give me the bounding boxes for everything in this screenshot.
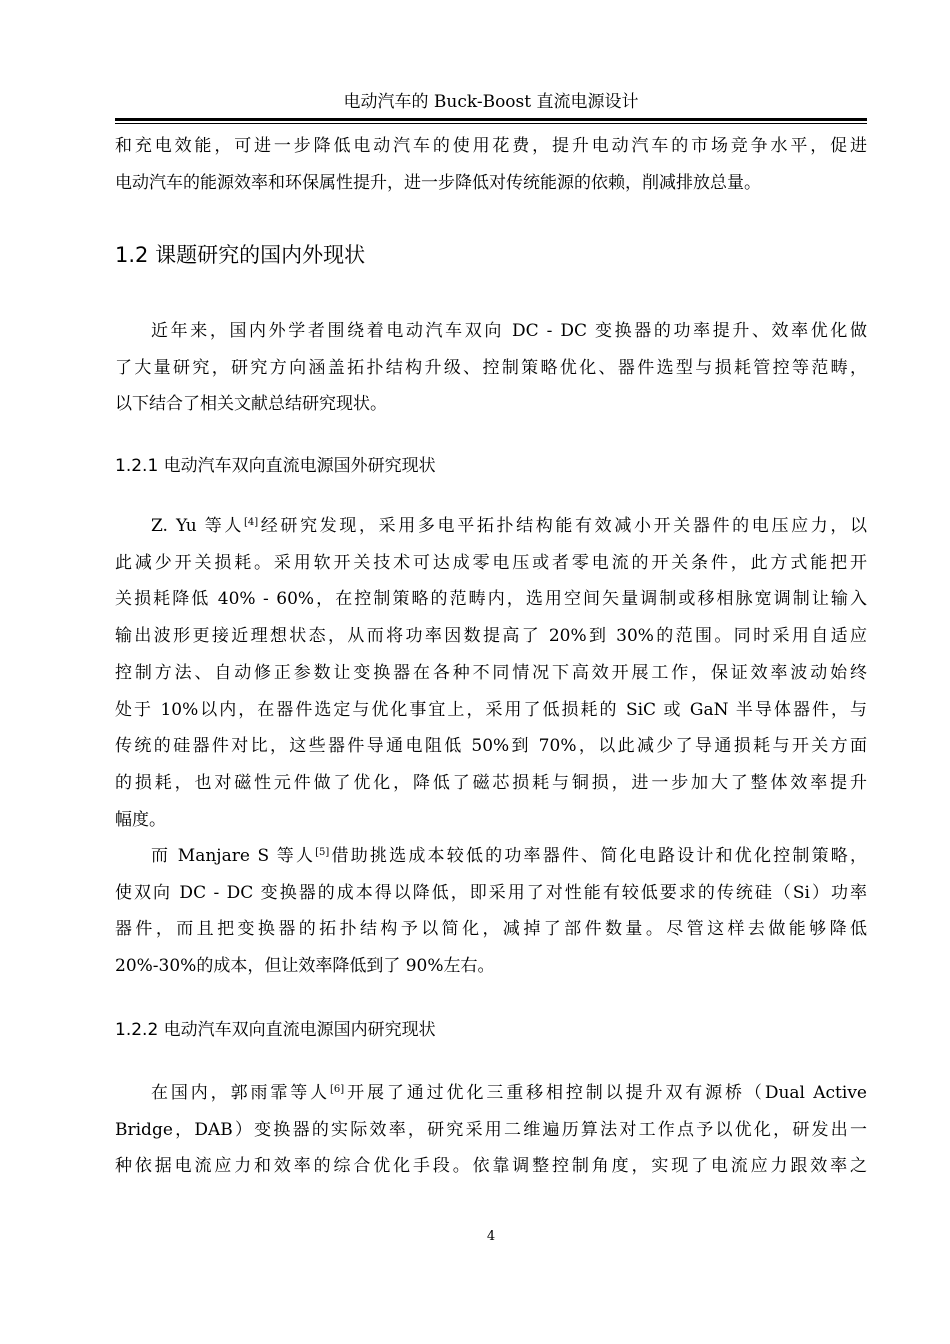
text-line: 和充电效能，可进一步降低电动汽车的使用花费，提升电动汽车的市场竞争水平，促进 (115, 136, 867, 156)
intro-paragraph (115, 128, 867, 201)
text-line: 了大量研究，研究方向涵盖拓扑结构升级、控制策略优化、器件选型与损耗管控等范畴， (115, 357, 867, 378)
text-line: 传统的硅器件对比，这些器件导通电阻低 50%到 70%，以此减少了导通损耗与开关方面 (115, 736, 867, 757)
text-line: 的损耗，也对磁性元件做了优化，降低了磁芯损耗与铜损，进一步加大了整体效率提升 (115, 772, 867, 793)
citation-ref: [6] (330, 1084, 345, 1095)
header-rule-thin (115, 123, 867, 124)
text-line: 近年来，国内外学者围绕着电动汽车双向 DC - DC 变换器的功率提升、效率优化做 (151, 321, 867, 341)
text-line: 种依据电流应力和效率的综合优化手段。依靠调整控制角度，实现了电流应力跟效率之 (115, 1156, 867, 1177)
text-segment: 经研究发现，采用多电平拓扑结构能有效减小开关器件的电压应力，以 (258, 516, 868, 536)
page-number: 4 (486, 1229, 496, 1244)
text-segment: Z. Yu 等人 (151, 516, 244, 536)
text-line: 使双向 DC - DC 变换器的成本得以降低，即采用了对性能有较低要求的传统硅（Si）功率 (115, 882, 867, 903)
text-line: 以下结合了相关文献总结研究现状。 (115, 394, 387, 415)
running-header: 电动汽车的 Buck-Boost 直流电源设计 (343, 92, 639, 112)
section-1-2-paragraph (115, 313, 867, 423)
section-1-2-1-paragraph-1 (115, 508, 867, 838)
citation-ref: [5] (315, 847, 330, 858)
text-line: 控制方法、自动修正参数让变换器在各种不同情况下高效开展工作，保证效率波动始终 (115, 662, 867, 683)
text-segment: 而 Manjare S 等人 (151, 846, 316, 866)
text-line: 输出波形更接近理想状态，从而将功率因数提高了 20%到 30%的范围。同时采用自适应 (115, 626, 867, 647)
header-rule-thick (115, 118, 867, 121)
section-1-2-1-paragraph-2 (115, 838, 867, 985)
text-line: 关损耗降低 40% - 60%，在控制策略的范畴内，选用空间矢量调制或移相脉宽调制让输入 (115, 589, 867, 610)
text-line: 20%-30%的成本，但让效率降低到了 90%左右。 (115, 956, 495, 977)
text-segment: 开展了通过优化三重移相控制以提升双有源桥（Dual Active (344, 1083, 867, 1103)
section-heading-1-2-1: 1.2.1 电动汽车双向直流电源国外研究现状 (115, 456, 436, 476)
text-line: 处于 10%以内，在器件选定与优化事宜上，采用了低损耗的 SiC 或 GaN 半导体器件，与 (115, 699, 867, 720)
text-line: 器件，而且把变换器的拓扑结构予以简化，减掉了部件数量。尽管这样去做能够降低 (115, 919, 867, 940)
text-line: 幅度。 (115, 809, 166, 830)
citation-ref: [4] (243, 517, 259, 528)
section-heading-1-2-2: 1.2.2 电动汽车双向直流电源国内研究现状 (115, 1020, 436, 1040)
text-line: 此减少开关损耗。采用软开关技术可达成零电压或者零电流的开关条件，此方式能把开 (115, 552, 867, 573)
text-segment: 在国内，郭雨霏等人 (151, 1083, 331, 1103)
section-heading-1-2: 1.2 课题研究的国内外现状 (115, 243, 366, 267)
text-segment: 借助挑选成本较低的功率器件、简化电路设计和优化控制策略， (329, 846, 867, 866)
text-line: Bridge，DAB）变换器的实际效率，研究采用二维遍历算法对工作点予以优化，研发出一 (115, 1119, 867, 1140)
text-line: 电动汽车的能源效率和环保属性提升，进一步降低对传统能源的依赖，削减排放总量。 (115, 172, 761, 193)
text-line-with-citation (115, 838, 867, 875)
text-line-with-citation (115, 508, 867, 545)
text-line-with-citation (115, 1075, 867, 1112)
section-1-2-2-paragraph (115, 1075, 867, 1185)
